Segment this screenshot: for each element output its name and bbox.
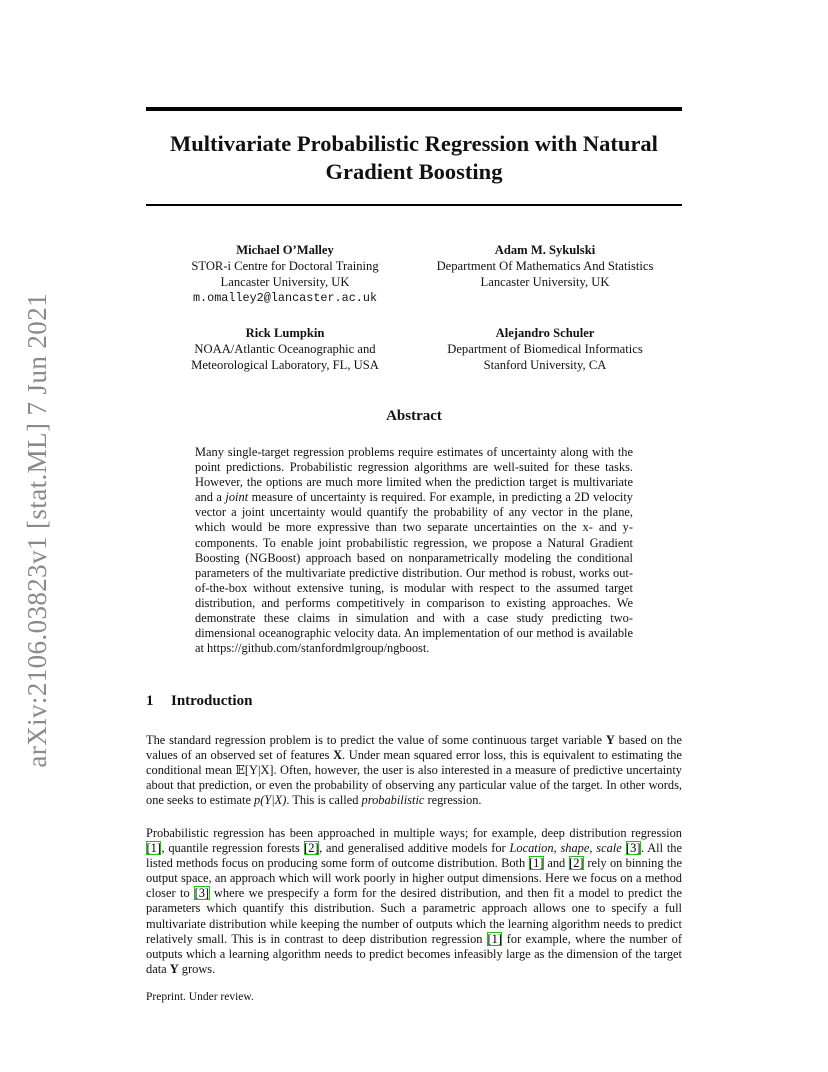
math-symbol: X bbox=[333, 748, 343, 763]
paragraph-text bbox=[622, 841, 626, 855]
math-expression: p(Y|X) bbox=[254, 793, 287, 808]
author-name: Alejandro Schuler bbox=[495, 326, 595, 340]
author-affiliation: Meteorological Laboratory, FL, USA bbox=[191, 358, 379, 372]
paragraph-text: and bbox=[544, 856, 569, 871]
citation-link[interactable]: [3] bbox=[194, 886, 210, 901]
math-symbol: Y bbox=[605, 733, 615, 747]
paragraph-text: Probabilistic regression has been approached in multiple ways; for example, deep distribution regression bbox=[146, 826, 682, 840]
paragraph-text: rely on binning the output space, an approach which will work poorly in higher output dimensions. Here we focus on a method closer to bbox=[146, 856, 683, 901]
paragraph-text: grows. bbox=[178, 961, 216, 976]
citation-link[interactable]: [1] bbox=[529, 856, 544, 871]
abstract-heading: Abstract bbox=[386, 408, 442, 424]
author-block-3 bbox=[165, 325, 405, 373]
citation-link[interactable]: [2] bbox=[569, 856, 584, 871]
preprint-footer: Preprint. Under review. bbox=[146, 991, 254, 1003]
section-title: Introduction bbox=[171, 693, 253, 709]
author-block-4 bbox=[410, 325, 680, 373]
paragraph-text: , quantile regression forests bbox=[161, 841, 304, 856]
author-affiliation: STOR-i Centre for Doctoral Training bbox=[191, 259, 379, 273]
abstract-text: Many single-target regression problems require estimates of uncertainty along with the point predictions. Probabilistic regression algorithms are well-suited for these tasks. However, the options are much more limited when the prediction target is multivariate and a bbox=[195, 445, 633, 505]
section-heading-introduction bbox=[146, 693, 252, 710]
intro-paragraph-1 bbox=[146, 733, 682, 808]
author-email[interactable]: m.omalley2@lancaster.ac.uk bbox=[192, 291, 378, 305]
title-top-rule bbox=[146, 107, 682, 111]
arxiv-identifier bbox=[16, 292, 58, 768]
citation-link[interactable]: [2] bbox=[304, 841, 319, 856]
math-symbol: Y bbox=[169, 961, 179, 976]
paragraph-text: . All the listed methods focus on producing some form of outcome distribution. Both bbox=[146, 841, 682, 871]
abstract-body bbox=[195, 445, 633, 656]
paragraph-text: , and generalised additive models for bbox=[319, 841, 510, 856]
abstract-emphasis: joint bbox=[225, 490, 249, 505]
paragraph-emphasis: Location, shape, scale bbox=[509, 841, 622, 856]
paper-title bbox=[146, 130, 682, 186]
author-affiliation: Lancaster University, UK bbox=[220, 275, 350, 289]
section-number: 1 bbox=[146, 693, 154, 709]
citation-link[interactable]: [1] bbox=[146, 841, 161, 856]
author-affiliation: Stanford University, CA bbox=[483, 358, 607, 372]
paragraph-text: The standard regression problem is to predict the value of some continuous target variable bbox=[146, 733, 606, 747]
author-affiliation: Lancaster University, UK bbox=[480, 275, 610, 289]
math-expression: 𝔼[Y|X] bbox=[235, 763, 274, 778]
author-name: Michael O’Malley bbox=[236, 243, 334, 257]
title-bottom-rule bbox=[146, 204, 682, 206]
paragraph-text: . Often, however, the user is also interested in a measure of predictive uncertainty about that prediction, or even the probability of observing any particular value of the target. In other words, one seeks to estimate bbox=[146, 763, 682, 808]
abstract-text: measure of uncertainty is required. For example, in predicting a 2D velocity vector a joint uncertainty would quantify the probability of any vector in the plane, which would be more expressive than two separate uncertainties on the x- and y- components. To enable joint probabilistic regression, we propose a Natural Gradient Boosting (NGBoost) approach based on nonparametrically modeling the conditional parameters of the multivariate predictive distribution. Our method is robust, works out-of-the-box without extensive tuning, is modular with respect to the assumed target distribution, and performs competitively in comparison to existing approaches. We demonstrate these claims in simulation and with a case study predicting two-dimensional oceanographic velocity data. An implementation of our method is available at https://github.com/stanfordmlgroup/ngboost. bbox=[195, 490, 633, 656]
paragraph-emphasis: probabilistic bbox=[361, 793, 425, 808]
author-block-2 bbox=[410, 242, 680, 290]
title-line-1: Multivariate Probabilistic Regression with Natural bbox=[170, 131, 658, 156]
paragraph-text: where we prespecify a form for the desired distribution, and then fit a model to predict the parameters which quantify this distribution. Such a parametric approach allows one to specify a full multivariate distribution while keeping the number of outputs which the learning algorithm needs to predict relatively small. This is in contrast to deep distribution regression bbox=[146, 886, 682, 946]
paragraph-text: based on the values of an observed set of features bbox=[146, 733, 682, 763]
citation-link[interactable]: [3] bbox=[626, 841, 641, 856]
paragraph-text: . Under mean squared error loss, this is equivalent to estimating the conditional mean bbox=[146, 748, 682, 778]
title-line-2: Gradient Boosting bbox=[325, 159, 503, 184]
author-affiliation: Department of Biomedical Informatics bbox=[447, 342, 643, 356]
paragraph-text: . This is called bbox=[286, 793, 362, 808]
intro-paragraph-2 bbox=[146, 826, 682, 977]
author-block-1 bbox=[165, 242, 405, 306]
author-name: Adam M. Sykulski bbox=[494, 243, 596, 257]
citation-link[interactable]: [1] bbox=[487, 931, 502, 946]
author-affiliation: NOAA/Atlantic Oceanographic and bbox=[194, 342, 376, 356]
author-name: Rick Lumpkin bbox=[245, 326, 325, 340]
author-affiliation: Department Of Mathematics And Statistics bbox=[436, 259, 654, 273]
paragraph-text: for example, where the number of outputs which a learning algorithm needs to predict becomes infeasibly large as the dimension of the target data bbox=[146, 931, 682, 976]
paragraph-text: regression. bbox=[424, 793, 482, 808]
arxiv-identifier-text: arXiv:2106.03823v1 [stat.ML] 7 Jun 2021 bbox=[21, 292, 52, 768]
